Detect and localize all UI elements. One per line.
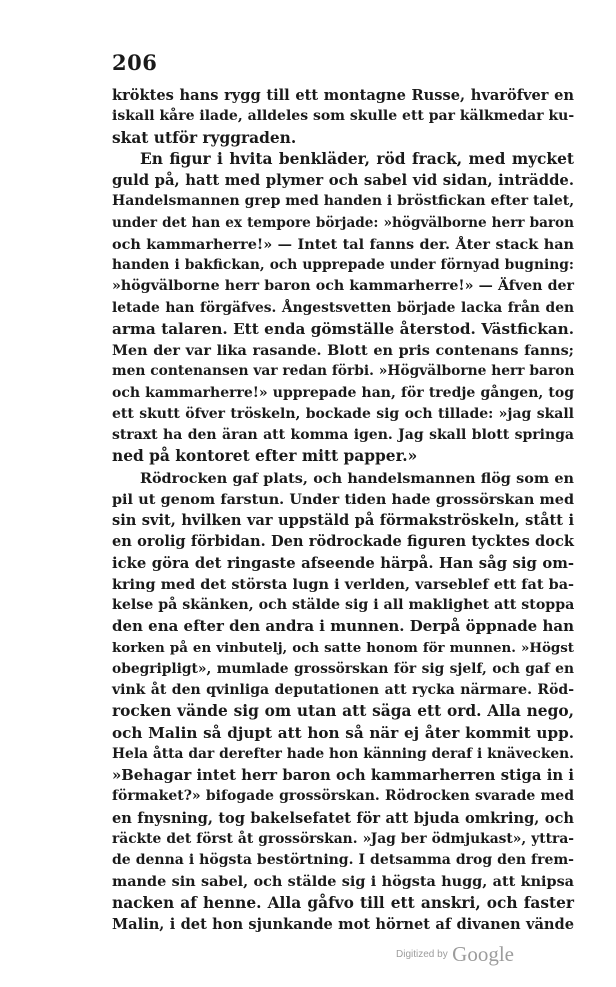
text-line: räckte det först åt grossörskan. »Jag ber ödmjukast», yttra- — [112, 830, 574, 847]
text-line: arma talaren. Ett enda gömställe återstod. Västfickan. — [112, 319, 574, 338]
text-line: nacken af henne. Alla gåfvo till ett anskri, och faster — [112, 893, 574, 912]
text-line: ned på kontoret efter mitt papper.» — [112, 447, 418, 466]
text-line: en orolig förbidan. Den rödrockade figuren tycktes dock — [112, 533, 574, 551]
text-line: Men der var lika rasande. Blott en pris contenans fanns; — [112, 342, 574, 359]
text-line: rocken vände sig om utan att säga ett ord. Alla nego, — [112, 702, 574, 721]
text-line: skat utför ryggraden. — [112, 128, 297, 147]
text-line: den ena efter den andra i munnen. Derpå öppnade han — [112, 617, 574, 636]
watermark-prefix: Digitized by — [396, 949, 448, 960]
text-line: korken på en vinbutelj, och satte honom för munnen. »Högst — [112, 639, 574, 656]
text-line: och kammarherre!» — Intet tal fanns der. Åter stack han — [112, 235, 574, 253]
text-line: och Malin så djupt att hon så när ej åter kommit upp. — [112, 723, 574, 742]
text-line: iskall kåre ilade, alldeles som skulle ett par kälkmedar ku- — [112, 108, 575, 125]
text-line: Rödrocken gaf plats, och handelsmannen flög som en — [140, 469, 574, 487]
text-line: kröktes hans rygg till ett montagne Russe, hvaröfver en — [112, 87, 574, 104]
text-line: icke göra det ringaste afseende härpå. Han såg sig om- — [112, 554, 574, 572]
text-line: vink åt den qvinliga deputationen att rycka närmare. Röd- — [112, 682, 574, 698]
page-number: 206 — [112, 50, 158, 75]
text-line: ett skutt öfver tröskeln, bockade sig och tillade: »jag skall — [112, 405, 574, 422]
text-line: kelse på skänken, och stälde sig i all maklighet att stoppa — [112, 597, 575, 613]
text-line: Hela åtta dar derefter hade hon känning deraf i knävecken. — [112, 745, 574, 762]
text-line: Handelsmannen grep med handen i bröstfickan efter talet, — [112, 193, 575, 210]
body-text — [112, 85, 574, 935]
text-line: kring med det största lugn i verlden, varseblef ett fat ba- — [112, 575, 574, 593]
text-line: Malin, i det hon sjunkande mot hörnet af divanen vände — [112, 915, 574, 933]
text-line: mande sin sabel, och stälde sig i högsta hugg, att knipsa — [112, 873, 574, 891]
text-line: sin svit, hvilken var uppstäld på förmakströskeln, stått i — [112, 512, 574, 529]
text-line: de denna i högsta bestörtning. I detsamma drog den frem- — [112, 852, 574, 868]
text-line: letade han förgäfves. Ångestsvetten började lacka från den — [112, 299, 574, 316]
text-line: men contenansen var redan förbi. »Högvälborne herr baron — [112, 363, 575, 380]
text-line: »högvälborne herr baron och kammarherre!» — Äfven der — [112, 278, 574, 295]
text-line: pil ut genom farstun. Under tiden hade grossörskan med — [112, 490, 574, 508]
text-line: »Behagar intet herr baron och kammarherren stiga in i — [112, 767, 574, 784]
text-line: och kammarherre!» upprepade han, för tredje gången, tog — [112, 384, 574, 401]
text-line: obegripligt», mumlade grossörskan för sig sjelf, och gaf en — [112, 660, 574, 677]
text-line: guld på, hatt med plymer och sabel vid sidan, inträdde. — [112, 172, 574, 189]
text-line: straxt ha den äran att komma igen. Jag skall blott springa — [112, 427, 574, 443]
digitized-by-watermark — [396, 942, 514, 967]
text-line: förmaket?» bifogade grossörskan. Rödrocken svarade med — [112, 788, 574, 805]
text-line: En figur i hvita benkläder, röd frack, med mycket — [140, 149, 574, 168]
text-line: handen i bakfickan, och upprepade under förnyad bugning: — [112, 257, 574, 273]
watermark-brand: Google — [452, 942, 514, 966]
text-line: en fnysning, tog bakelsefatet för att bjuda omkring, och — [112, 809, 574, 827]
text-line: under det han ex tempore började: »högvälborne herr baron — [112, 214, 574, 231]
